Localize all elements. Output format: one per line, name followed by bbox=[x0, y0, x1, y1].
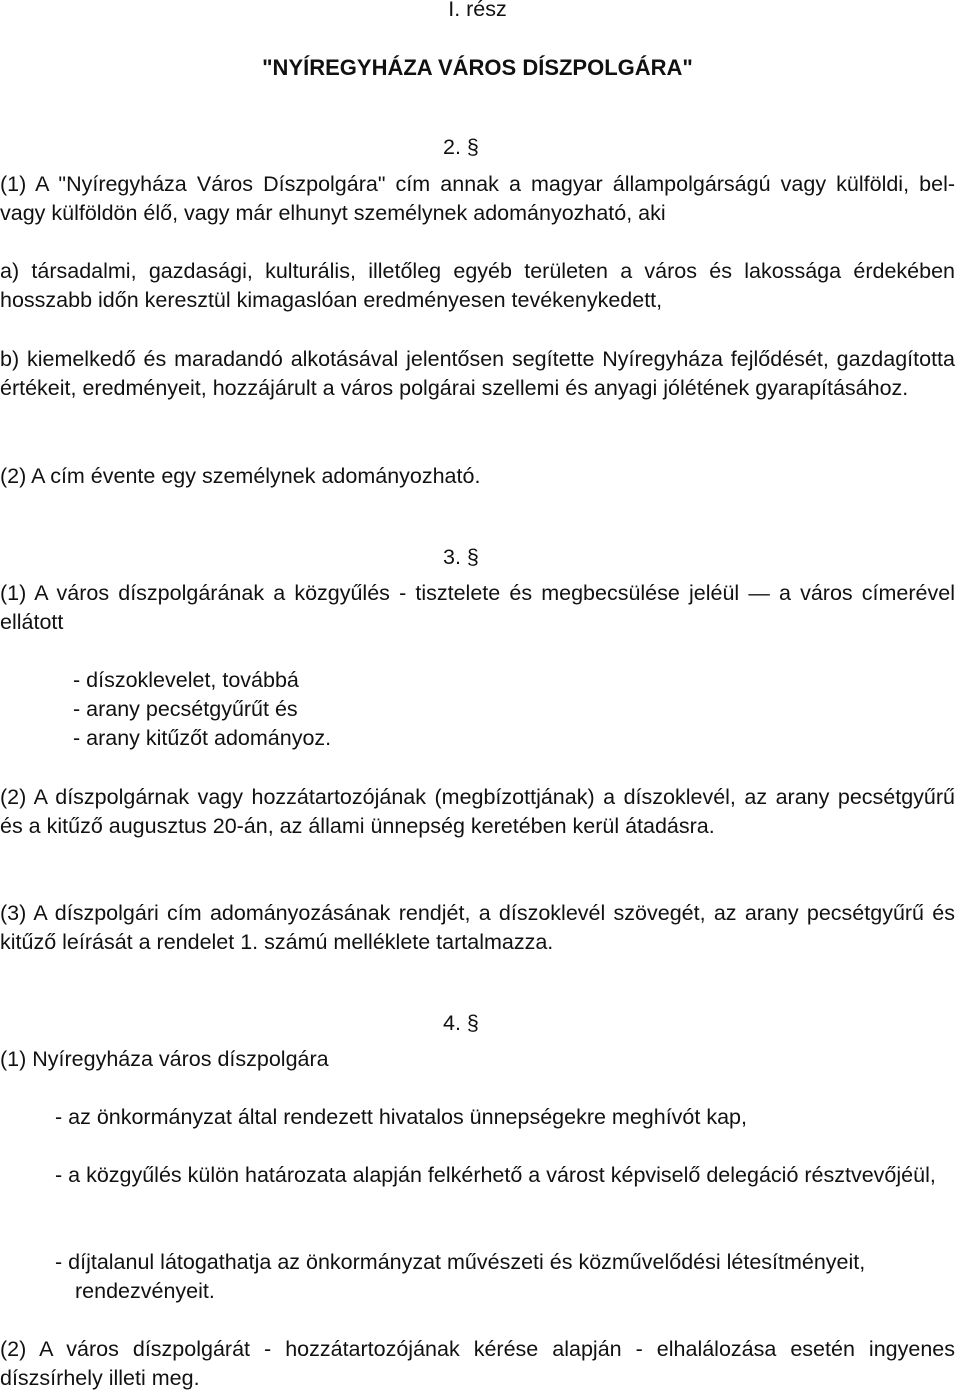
section-3-paragraph-2: (2) A díszpolgárnak vagy hozzátartozójának (megbízottjának) a díszoklevél, az arany pecsétgyűrű és a kitűző augusztus 20-án, az állami ünnepség keretében kerül átadásra. bbox=[0, 785, 955, 838]
section-3-paragraph-1: (1) A város díszpolgárának a közgyűlés - tisztelete és megbecsülése jeléül — a város címerével ellátott bbox=[0, 581, 955, 634]
section-4-list-item-2: - a közgyűlés külön határozata alapján felkérhető a várost képviselő delegáció résztvevőjéül, bbox=[55, 1163, 936, 1187]
list-item: - arany pecsétgyűrűt és bbox=[73, 697, 298, 721]
section-4-list-item-3: - díjtalanul látogathatja az önkormányzat művészeti és közművelődési létesítményeit, rendezvényeit. bbox=[55, 1250, 866, 1303]
section-3-award-list bbox=[73, 666, 955, 753]
list-item: - arany kitűzőt adományoz. bbox=[73, 726, 332, 750]
section-2-heading: 2. § bbox=[443, 134, 479, 159]
section-3-heading: 3. § bbox=[443, 544, 479, 569]
section-3-paragraph-3: (3) A díszpolgári cím adományozásának rendjét, a díszoklevél szövegét, az arany pecsétgyűrű és kitűző leírását a rendelet 1. számú melléklete tartalmazza. bbox=[0, 901, 955, 954]
section-2-item-b: b) kiemelkedő és maradandó alkotásával jelentősen segítette Nyíregyháza fejlődését, gazdagította értékeit, eredményeit, hozzájárult a város polgárai szellemi és anyagi jólétének gyarapításához. bbox=[0, 347, 955, 400]
section-2-item-a: a) társadalmi, gazdasági, kulturális, illetőleg egyéb területen a város és lakossága érdekében hosszabb időn keresztül kimagaslóan eredményesen tevékenykedett, bbox=[0, 259, 955, 312]
section-4-paragraph-2: (2) A város díszpolgárát - hozzátartozójának kérése alapján - elhalálozása esetén ingyenes díszsírhely illeti meg. bbox=[0, 1337, 955, 1390]
section-4-paragraph-1: (1) Nyíregyháza város díszpolgára bbox=[0, 1047, 329, 1071]
section-4-list-item-1: - az önkormányzat által rendezett hivatalos ünnepségekre meghívót kap, bbox=[55, 1105, 747, 1129]
section-4-heading: 4. § bbox=[443, 1010, 479, 1035]
part-label: I. rész bbox=[448, 0, 507, 21]
list-item: - díszoklevelet, továbbá bbox=[73, 668, 299, 692]
section-2-paragraph-2: (2) A cím évente egy személynek adományozható. bbox=[0, 464, 481, 488]
document-title: "NYÍREGYHÁZA VÁROS DÍSZPOLGÁRA" bbox=[262, 55, 693, 80]
section-2-paragraph-1: (1) A "Nyíregyháza Város Díszpolgára" cím annak a magyar állampolgárságú vagy külföldi, bel- vagy külföldön élő, vagy már elhunyt személynek adományozható, aki bbox=[0, 172, 955, 225]
